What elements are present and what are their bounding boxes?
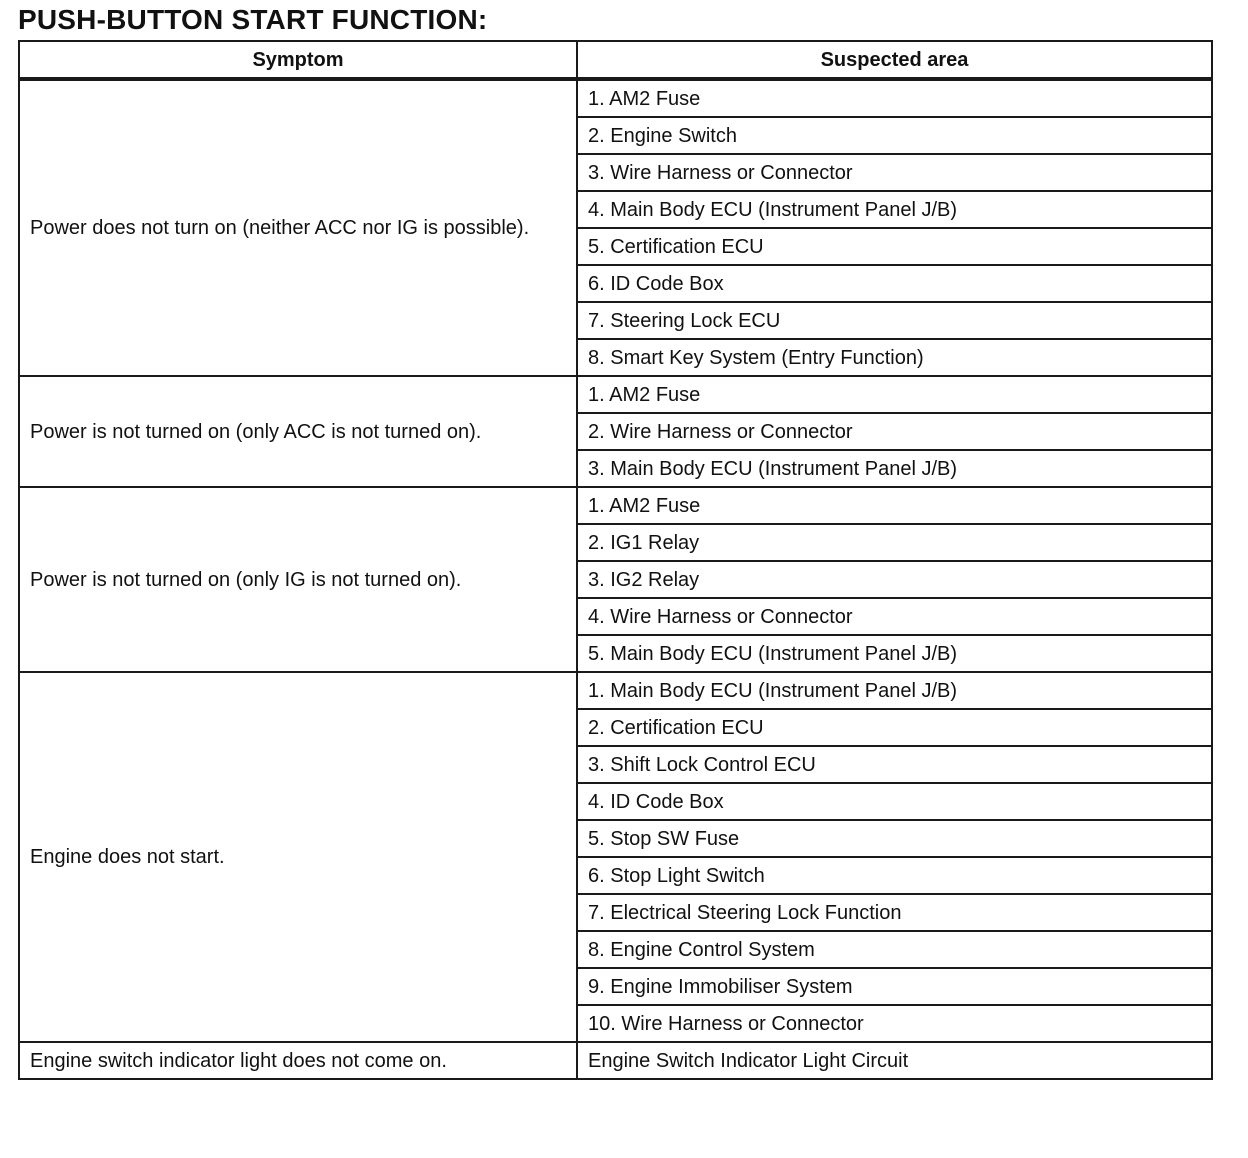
suspected-area-cell: 5. Main Body ECU (Instrument Panel J/B) xyxy=(577,635,1212,672)
header-row xyxy=(19,41,1212,79)
suspected-area-cell: 7. Steering Lock ECU xyxy=(577,302,1212,339)
symptom-cell: Engine does not start. xyxy=(19,672,577,1042)
suspected-area-cell: 5. Certification ECU xyxy=(577,228,1212,265)
table-row xyxy=(19,376,1212,413)
symptom-header: Symptom xyxy=(19,41,577,79)
suspected-area-cell: 2. Wire Harness or Connector xyxy=(577,413,1212,450)
suspected-area-cell: 3. Wire Harness or Connector xyxy=(577,154,1212,191)
suspected-area-cell: 6. Stop Light Switch xyxy=(577,857,1212,894)
suspected-area-cell: 3. Main Body ECU (Instrument Panel J/B) xyxy=(577,450,1212,487)
suspected-area-cell: 1. AM2 Fuse xyxy=(577,376,1212,413)
symptom-cell: Power does not turn on (neither ACC nor IG is possible). xyxy=(19,79,577,376)
suspected-area-cell: 9. Engine Immobiliser System xyxy=(577,968,1212,1005)
suspected-area-cell: 6. ID Code Box xyxy=(577,265,1212,302)
symptom-cell: Power is not turned on (only IG is not turned on). xyxy=(19,487,577,672)
suspected-area-cell: 8. Smart Key System (Entry Function) xyxy=(577,339,1212,376)
table-row xyxy=(19,79,1212,117)
symptom-cell: Power is not turned on (only ACC is not turned on). xyxy=(19,376,577,487)
suspected-area-cell: 2. Certification ECU xyxy=(577,709,1212,746)
table-row xyxy=(19,487,1212,524)
suspected-area-cell: 2. IG1 Relay xyxy=(577,524,1212,561)
table-body xyxy=(19,79,1212,1079)
table-row xyxy=(19,672,1212,709)
suspected-area-cell: 10. Wire Harness or Connector xyxy=(577,1005,1212,1042)
suspected-area-cell: Engine Switch Indicator Light Circuit xyxy=(577,1042,1212,1079)
suspected-area-cell: 8. Engine Control System xyxy=(577,931,1212,968)
suspected-area-cell: 1. AM2 Fuse xyxy=(577,79,1212,117)
suspected-area-cell: 5. Stop SW Fuse xyxy=(577,820,1212,857)
suspected-area-cell: 1. AM2 Fuse xyxy=(577,487,1212,524)
symptom-cell: Engine switch indicator light does not come on. xyxy=(19,1042,577,1079)
page-title: PUSH-BUTTON START FUNCTION: xyxy=(18,4,488,35)
suspected-area-cell: 1. Main Body ECU (Instrument Panel J/B) xyxy=(577,672,1212,709)
suspected-area-cell: 4. Main Body ECU (Instrument Panel J/B) xyxy=(577,191,1212,228)
suspected-area-header: Suspected area xyxy=(577,41,1212,79)
suspected-area-cell: 7. Electrical Steering Lock Function xyxy=(577,894,1212,931)
symptom-table xyxy=(18,40,1213,1080)
suspected-area-cell: 3. Shift Lock Control ECU xyxy=(577,746,1212,783)
suspected-area-cell: 4. Wire Harness or Connector xyxy=(577,598,1212,635)
table-row xyxy=(19,1042,1212,1079)
suspected-area-cell: 3. IG2 Relay xyxy=(577,561,1212,598)
suspected-area-cell: 2. Engine Switch xyxy=(577,117,1212,154)
suspected-area-cell: 4. ID Code Box xyxy=(577,783,1212,820)
